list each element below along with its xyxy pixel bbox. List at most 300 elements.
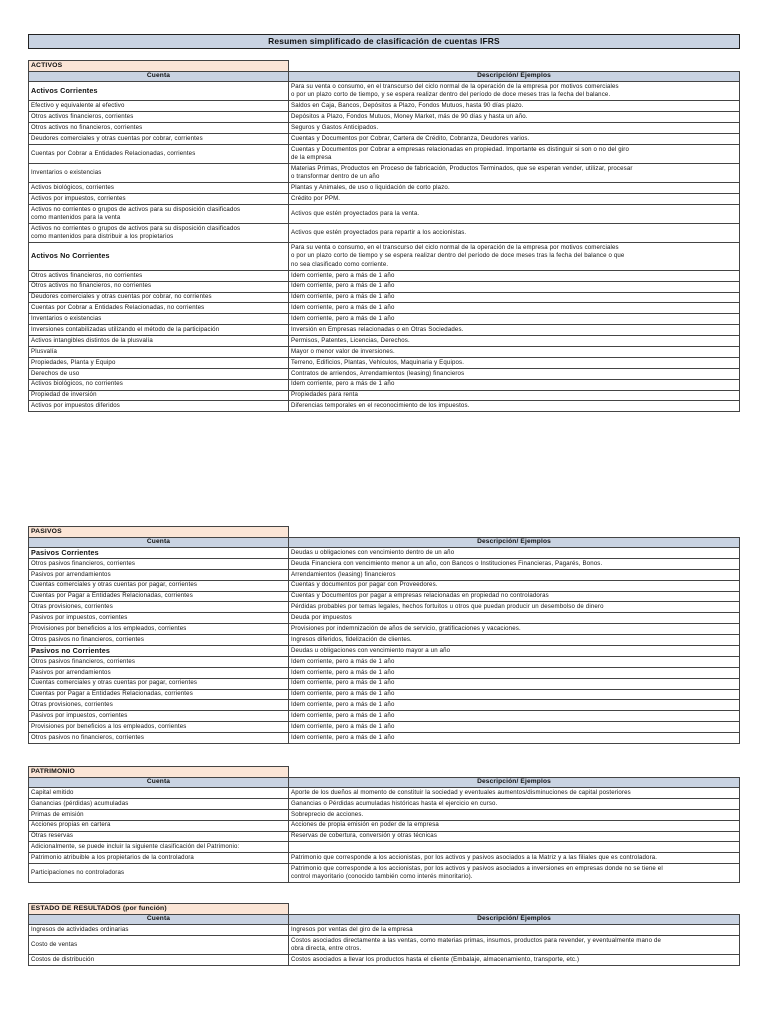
descripcion-text: Deuda por impuestos [291,614,352,622]
cuenta-text: Costos de distribución [31,955,95,963]
cuenta-text: Otras provisiones, corrientes [31,603,113,611]
cuenta-cell [29,809,289,820]
descripcion-cell [289,798,740,809]
descripcion-cell [289,112,740,123]
table-row [29,667,740,678]
column-header-descripcion: Descripción/ Ejemplos [289,72,740,82]
cuenta-text: Otros activos financieros, corrientes [31,112,134,120]
descripcion-cell [289,548,740,559]
descripcion-cell [289,325,740,336]
descripcion-cell [289,390,740,401]
descripcion-text: control mayoritario (conocido también como interés minoritario). [291,873,473,881]
cuenta-text: Acciones propias en cartera [31,821,111,829]
descripcion-cell [289,820,740,831]
cuenta-text: Otros activos no financieros, no corrientes [31,282,152,290]
table-row [29,270,740,281]
descripcion-text: Deuda Financiera con vencimiento menor a un año, con Bancos o Instituciones Financieras, Pagarés, Bonos. [291,559,603,567]
table-row [29,689,740,700]
table-row [29,379,740,390]
descripcion-cell [289,864,740,883]
section-heading-row [29,767,740,778]
descripcion-text: Idem corriente, pero a más de 1 año [291,701,395,709]
cuenta-cell [29,281,289,292]
descripcion-text: Idem corriente, pero a más de 1 año [291,733,395,741]
descripcion-text: Activos que estén proyectados para repartir a los accionistas. [291,229,467,237]
descripcion-cell [289,183,740,194]
descripcion-text: Cuentas y Documentos por pagar a empresas relacionadas en propiedad no controladoras [291,592,549,600]
cuenta-text: Activos No Corrientes [31,251,110,261]
cuenta-text: Activos Corrientes [31,85,98,95]
cuenta-cell [29,646,289,657]
column-header-cuenta: Cuenta [29,915,289,925]
descripcion-cell [289,646,740,657]
cuenta-cell [29,347,289,358]
section-heading-spacer [289,527,740,538]
cuenta-cell [29,864,289,883]
descripcion-text: Mayor o menor valor de inversiones. [291,347,395,355]
section-heading-row [29,904,740,915]
cuenta-text: Inversiones contabilizadas utilizando el método de la participación [31,326,220,334]
cuenta-cell [29,163,289,182]
descripcion-text: Cuentas y Documentos por Cobrar a empresas relacionadas en propiedad. Importante es distinguir si son o no del giro [291,145,630,153]
descripcion-text: Crédito por PPM. [291,194,341,202]
table-row [29,580,740,591]
descripcion-text: Idem corriente, pero a más de 1 año [291,668,395,676]
table-row [29,183,740,194]
descripcion-cell [289,314,740,325]
cuenta-text: Cuentas por Pagar a Entidades Relacionadas, corrientes [31,690,193,698]
cuenta-cell [29,303,289,314]
cuenta-cell [29,788,289,799]
cuenta-text: Otros activos no financieros, corrientes [31,123,143,131]
cuenta-cell [29,820,289,831]
cuenta-cell [29,101,289,112]
table-row [29,624,740,635]
descripcion-text: obra directa, entre otros. [291,944,362,952]
table-row [29,368,740,379]
account-table [28,903,740,966]
descripcion-text: Inversión en Empresas relacionadas o en Otras Sociedades. [291,326,464,334]
descripcion-text [291,843,737,851]
cuenta-text: Propiedades, Planta y Equipo [31,358,116,366]
table-row [29,558,740,569]
table-row [29,722,740,733]
cuenta-cell [29,270,289,281]
descripcion-text: Idem corriente, pero a más de 1 año [291,712,395,720]
cuenta-cell [29,336,289,347]
cuenta-text: Deudores comerciales y otras cuentas por cobrar, corrientes [31,134,203,142]
cuenta-text: Ganancias (pérdidas) acumuladas [31,799,129,807]
cuenta-cell [29,624,289,635]
descripcion-cell [289,656,740,667]
descripcion-cell [289,733,740,744]
cuenta-text: Otros pasivos financieros, corrientes [31,559,136,567]
table-row [29,112,740,123]
descripcion-cell [289,689,740,700]
column-header-descripcion: Descripción/ Ejemplos [289,778,740,788]
descripcion-text: Arrendamientos (leasing) financieros [291,570,396,578]
descripcion-text: Contratos de arriendos, Arrendamientos (leasing) financieros [291,369,465,377]
descripcion-text: o transformar dentro de un año [291,173,380,181]
cuenta-cell [29,401,289,412]
descripcion-cell [289,809,740,820]
cuenta-text: Adicionalmente, se puede incluir la siguiente clasificación del Patrimonio: [31,843,240,851]
descripcion-text: Para su venta o consumo, en el transcurso del ciclo normal de la operación de la empresa por motivos comerciales [291,82,619,90]
cuenta-cell [29,144,289,163]
cuenta-text: Pasivos por impuestos, corrientes [31,614,128,622]
descripcion-text: Sobreprecio de acciones. [291,810,364,818]
descripcion-text: Para su venta o consumo, en el transcurso del ciclo normal de la operación de la empresa por motivos comerciales [291,244,619,252]
cuenta-cell [29,133,289,144]
descripcion-text: Deudas u obligaciones con vencimiento mayor a un año [291,646,451,654]
cuenta-cell [29,314,289,325]
cuenta-text: Plusvalía [31,347,58,355]
cuenta-text: Cuentas comerciales y otras cuentas por pagar, corrientes [31,679,198,687]
descripcion-cell [289,281,740,292]
cuenta-text: Provisiones por beneficios a los empleados, corrientes [31,723,187,731]
cuenta-text: Patrimonio atribuible a los propietarios de la controladora [31,854,194,862]
table-row [29,325,740,336]
subtotal-row [29,82,740,101]
descripcion-text: o por un plazo corto de tiempo, y se espera realizar dentro del período de doce meses tras la fecha del balance. [291,91,611,99]
table-row [29,357,740,368]
cuenta-cell [29,925,289,936]
table-row [29,101,740,112]
table-row [29,656,740,667]
cuenta-text: Efectivo y equivalente al efectivo [31,101,125,109]
cuenta-cell [29,613,289,624]
descripcion-cell [289,788,740,799]
descripcion-cell [289,591,740,602]
descripcion-text: Idem corriente, pero a más de 1 año [291,723,395,731]
cuenta-cell [29,635,289,646]
cuenta-cell [29,798,289,809]
table-row [29,925,740,936]
cuenta-cell [29,580,289,591]
cuenta-text: Primas de emisión [31,810,84,818]
descripcion-text: Acciones de propia emisión en poder de la empresa [291,821,439,829]
table-row [29,842,740,853]
section-heading: ACTIVOS [29,61,289,72]
cuenta-cell [29,700,289,711]
descripcion-text: Ingresos por ventas del giro de la empresa [291,925,413,933]
descripcion-text: Plantas y Animales, de uso o liquidación de corto plazo. [291,183,450,191]
cuenta-cell [29,656,289,667]
descripcion-cell [289,635,740,646]
table-row [29,336,740,347]
column-header-descripcion: Descripción/ Ejemplos [289,538,740,548]
descripcion-cell [289,379,740,390]
section-pasivos [28,526,740,744]
cuenta-text: Inventarios o existencias [31,315,102,323]
cuenta-text: Otros pasivos no financieros, corrientes [31,733,145,741]
table-row [29,935,740,954]
descripcion-cell [289,700,740,711]
table-row [29,591,740,602]
descripcion-text: Patrimonio que corresponde a los accionistas, por los activos y pasivos asociados a la Matriz y a las filiales que es controladora. [291,854,658,862]
cuenta-cell [29,548,289,559]
column-header-row [29,72,740,82]
subtotal-row [29,548,740,559]
table-row [29,711,740,722]
section-heading-row [29,527,740,538]
descripcion-text: Costos asociados directamente a las ventas, como materias primas, insumos, productos para revender, y eventualmente mano de [291,936,662,944]
descripcion-cell [289,722,740,733]
descripcion-cell [289,347,740,358]
cuenta-cell [29,711,289,722]
descripcion-text: Idem corriente, pero a más de 1 año [291,282,395,290]
table-row [29,122,740,133]
cuenta-text: Pasivos por impuestos, corrientes [31,712,128,720]
table-row [29,347,740,358]
section-heading-spacer [289,904,740,915]
descripcion-cell [289,368,740,379]
table-row [29,635,740,646]
descripcion-cell [289,667,740,678]
descripcion-text: Ingresos diferidos, fidelización de clientes. [291,635,412,643]
descripcion-text: Deudas u obligaciones con vencimiento dentro de un año [291,548,455,556]
cuenta-text: Pasivos por arrendamientos [31,668,111,676]
document-title: Resumen simplificado de clasificación de cuentas IFRS [28,34,740,49]
cuenta-text: Activos biológicos, no corrientes [31,380,123,388]
descripcion-text: Diferencias temporales en el reconocimiento de los impuestos. [291,402,470,410]
descripcion-text: Depósitos a Plazo, Fondos Mutuos, Money Market, más de 90 días y hasta un año. [291,112,528,120]
cuenta-cell [29,325,289,336]
descripcion-cell [289,357,740,368]
cuenta-text: Otros pasivos financieros, corrientes [31,657,136,665]
table-row [29,798,740,809]
cuenta-cell [29,194,289,205]
column-header-cuenta: Cuenta [29,538,289,548]
column-header-cuenta: Cuenta [29,72,289,82]
cuenta-cell [29,243,289,271]
cuenta-text: Ingresos de actividades ordinarias [31,925,129,933]
descripcion-text: Permisos, Patentes, Licencias, Derechos. [291,336,410,344]
cuenta-cell [29,122,289,133]
table-row [29,700,740,711]
section-heading-spacer [289,61,740,72]
cuenta-text: Otras provisiones, corrientes [31,701,113,709]
descripcion-text: Costos asociados a llevar los productos hasta el cliente (Embalaje, almacenamiento, transporte, etc.) [291,955,580,963]
cuenta-text: Deudores comerciales y otras cuentas por cobrar, no corrientes [31,293,212,301]
section-patrimonio [28,766,740,883]
descripcion-text: Materias Primas, Productos en Proceso de fabricación, Productos Terminados, que se esperan vender, utilizar, procesar [291,164,633,172]
descripcion-text: Idem corriente, pero a más de 1 año [291,657,395,665]
descripcion-text: Aporte de los dueños al momento de constituir la sociedad y eventuales aumentos/disminuciones de capital posteriores [291,788,631,796]
descripcion-cell [289,935,740,954]
descripcion-cell [289,270,740,281]
cuenta-cell [29,558,289,569]
table-row [29,809,740,820]
cuenta-text: Cuentas por Cobrar a Entidades Relacionadas, no corrientes [31,304,205,312]
cuenta-text: Activos biológicos, corrientes [31,183,115,191]
cuenta-text: Activos intangibles distintos de la plusvalía [31,336,153,344]
table-row [29,853,740,864]
descripcion-cell [289,831,740,842]
descripcion-cell [289,613,740,624]
cuenta-cell [29,935,289,954]
descripcion-cell [289,101,740,112]
descripcion-text: Idem corriente, pero a más de 1 año [291,690,395,698]
section-heading: PATRIMONIO [29,767,289,778]
cuenta-cell [29,390,289,401]
descripcion-text: Propiedades para renta [291,391,358,399]
descripcion-cell [289,224,740,243]
cuenta-cell [29,112,289,123]
descripcion-cell [289,580,740,591]
cuenta-cell [29,678,289,689]
table-row [29,820,740,831]
descripcion-cell [289,401,740,412]
descripcion-cell [289,204,740,223]
cuenta-cell [29,602,289,613]
section-heading-row [29,61,740,72]
descripcion-cell [289,602,740,613]
cuenta-text: como mantenidos para distribuir a los propietarios [31,233,174,241]
descripcion-text: Idem corriente, pero a más de 1 año [291,271,395,279]
descripcion-text: Idem corriente, pero a más de 1 año [291,304,395,312]
table-row [29,864,740,883]
cuenta-cell [29,831,289,842]
table-row [29,390,740,401]
cuenta-cell [29,379,289,390]
cuenta-cell [29,183,289,194]
table-row [29,133,740,144]
cuenta-text: Cuentas por Pagar a Entidades Relacionadas, corrientes [31,592,193,600]
descripcion-text: Idem corriente, pero a más de 1 año [291,679,395,687]
descripcion-cell [289,144,740,163]
table-row [29,613,740,624]
table-row [29,569,740,580]
descripcion-cell [289,569,740,580]
cuenta-text: Pasivos no Corrientes [31,645,111,655]
descripcion-cell [289,711,740,722]
cuenta-cell [29,82,289,101]
cuenta-text: Activos por impuestos, corrientes [31,194,126,202]
cuenta-cell [29,722,289,733]
cuenta-cell [29,955,289,966]
section-heading-spacer [289,767,740,778]
cuenta-text: Pasivos por arrendamientos [31,570,111,578]
descripcion-text: Seguros y Gastos Anticipados. [291,123,379,131]
cuenta-cell [29,292,289,303]
descripcion-cell [289,678,740,689]
cuenta-text: Capital emitido [31,788,74,796]
descripcion-cell [289,842,740,853]
cuenta-text: Pasivos Corrientes [31,547,99,557]
cuenta-cell [29,357,289,368]
table-row [29,144,740,163]
descripcion-cell [289,292,740,303]
descripcion-text: Activos que estén proyectados para la venta. [291,209,420,217]
descripcion-cell [289,624,740,635]
column-header-cuenta: Cuenta [29,778,289,788]
cuenta-cell [29,853,289,864]
account-table [28,766,740,883]
descripcion-text: Saldos en Caja, Bancos, Depósitos a Plazo, Fondos Mutuos, hasta 90 días plazo. [291,101,524,109]
cuenta-cell [29,842,289,853]
cuenta-cell [29,689,289,700]
table-row [29,831,740,842]
descripcion-text: no sea clasificado como corriente. [291,260,389,268]
section-heading: PASIVOS [29,527,289,538]
descripcion-text: Ganancias o Pérdidas acumuladas históricas hasta el ejercicio en curso. [291,799,498,807]
descripcion-text: Provisiones por indemnización de años de servicio, gratificaciones y vacaciones. [291,625,521,633]
descripcion-cell [289,243,740,271]
section-heading: ESTADO DE RESULTADOS (por función) [29,904,289,915]
table-row [29,602,740,613]
cuenta-cell [29,733,289,744]
descripcion-cell [289,82,740,101]
table-row [29,204,740,223]
table-row [29,163,740,182]
cuenta-text: Otros pasivos no financieros, corrientes [31,635,145,643]
cuenta-text: Derechos de uso [31,369,80,377]
descripcion-text: Reservas de cobertura, conversión y otras técnicas [291,832,438,840]
cuenta-text: Otros activos financieros, no corrientes [31,271,143,279]
table-row [29,678,740,689]
descripcion-cell [289,194,740,205]
descripcion-cell [289,303,740,314]
account-table [28,526,740,744]
cuenta-text: Activos no corrientes o grupos de activos para su disposición clasificados [31,224,241,232]
cuenta-text: Cuentas por Cobrar a Entidades Relacionadas, corrientes [31,149,196,157]
subtotal-row [29,243,740,271]
table-row [29,733,740,744]
cuenta-text: como mantenidos para la venta [31,214,121,221]
descripcion-text: de la empresa [291,153,332,161]
cuenta-cell [29,569,289,580]
cuenta-cell [29,667,289,678]
table-row [29,401,740,412]
column-header-row [29,778,740,788]
table-row [29,292,740,303]
cuenta-text: Otras reservas [31,832,74,840]
cuenta-text: Propiedad de inversión [31,391,97,399]
table-row [29,955,740,966]
table-row [29,314,740,325]
cuenta-text: Costo de ventas [31,940,78,948]
cuenta-text: Activos por impuestos diferidos [31,402,120,410]
descripcion-cell [289,163,740,182]
table-row [29,303,740,314]
descripcion-cell [289,336,740,347]
cuenta-cell [29,224,289,243]
descripcion-text: Pérdidas probables por temas legales, hechos fortuitos u otros que puedan producir un desembolso de dinero [291,603,604,611]
column-header-descripcion: Descripción/ Ejemplos [289,915,740,925]
cuenta-text: Participaciones no controladoras [31,869,125,877]
descripcion-text: Idem corriente, pero a más de 1 año [291,315,395,323]
descripcion-cell [289,122,740,133]
descripcion-text: Terreno, Edificios, Plantas, Vehículos, Maquinaria y Equipos. [291,358,465,366]
table-row [29,224,740,243]
cuenta-text: Cuentas comerciales y otras cuentas por pagar, corrientes [31,581,198,589]
descripcion-cell [289,925,740,936]
descripcion-text: Idem corriente, pero a más de 1 año [291,380,395,388]
cuenta-text: Inventarios o existencias [31,168,102,176]
descripcion-cell [289,558,740,569]
section-activos [28,60,740,412]
descripcion-text: Idem corriente, pero a más de 1 año [291,293,395,301]
column-header-row [29,538,740,548]
cuenta-cell [29,204,289,223]
cuenta-cell [29,368,289,379]
table-row [29,788,740,799]
descripcion-cell [289,853,740,864]
cuenta-cell [29,591,289,602]
descripcion-text: o por un plazo corto de tiempo y se espera realizar dentro del período de doce meses tras la fecha del balance o que [291,252,625,260]
descripcion-text: Cuentas y documentos por pagar con Proveedores. [291,581,438,589]
